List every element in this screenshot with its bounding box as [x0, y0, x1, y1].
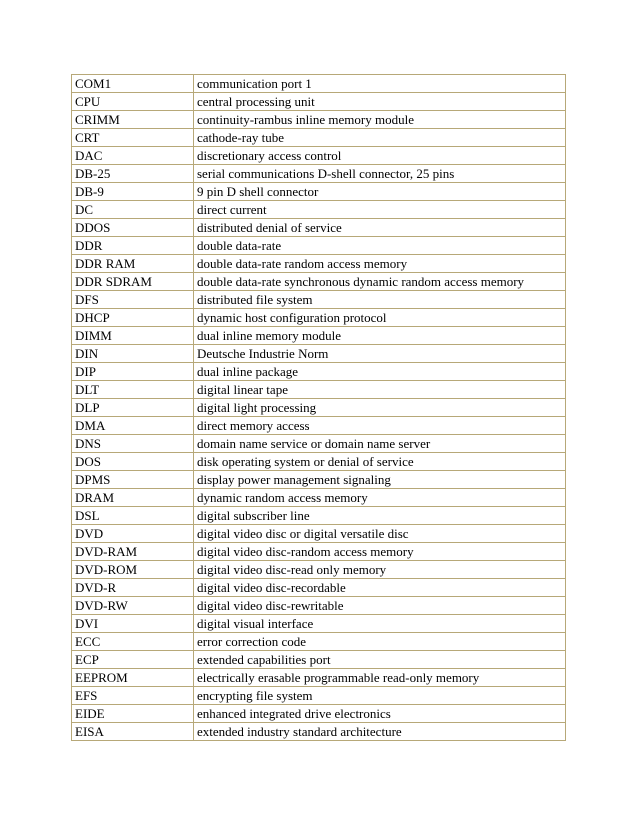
table-row	[72, 381, 566, 399]
table-row	[72, 633, 566, 651]
acronym-cell: CPU	[72, 93, 194, 111]
table-row	[72, 219, 566, 237]
definition-cell: 9 pin D shell connector	[194, 183, 566, 201]
table-row	[72, 363, 566, 381]
definition-cell: cathode-ray tube	[194, 129, 566, 147]
table-row	[72, 507, 566, 525]
table-row	[72, 453, 566, 471]
acronym-cell: DC	[72, 201, 194, 219]
acronym-cell: DLP	[72, 399, 194, 417]
definition-cell: domain name service or domain name server	[194, 435, 566, 453]
table-row	[72, 201, 566, 219]
acronym-cell: DVD-RW	[72, 597, 194, 615]
acronym-cell: COM1	[72, 75, 194, 93]
acronym-cell: DOS	[72, 453, 194, 471]
table-row	[72, 183, 566, 201]
definition-cell: Deutsche Industrie Norm	[194, 345, 566, 363]
table-row	[72, 471, 566, 489]
acronym-cell: DDR	[72, 237, 194, 255]
acronym-cell: DFS	[72, 291, 194, 309]
definition-cell: central processing unit	[194, 93, 566, 111]
acronym-cell: DVD	[72, 525, 194, 543]
definition-cell: dynamic random access memory	[194, 489, 566, 507]
acronym-cell: DSL	[72, 507, 194, 525]
acronym-cell: DVD-RAM	[72, 543, 194, 561]
table-row	[72, 255, 566, 273]
acronym-glossary-table	[71, 74, 566, 741]
table-row	[72, 435, 566, 453]
table-row	[72, 93, 566, 111]
table-row	[72, 327, 566, 345]
definition-cell: digital subscriber line	[194, 507, 566, 525]
table-row	[72, 417, 566, 435]
definition-cell: digital video disc or digital versatile disc	[194, 525, 566, 543]
table-row	[72, 345, 566, 363]
acronym-cell: DDR RAM	[72, 255, 194, 273]
acronym-cell: DB-9	[72, 183, 194, 201]
table-row	[72, 237, 566, 255]
definition-cell: dual inline package	[194, 363, 566, 381]
table-row	[72, 525, 566, 543]
table-row	[72, 579, 566, 597]
table-row	[72, 597, 566, 615]
definition-cell: digital video disc-read only memory	[194, 561, 566, 579]
acronym-cell: ECP	[72, 651, 194, 669]
definition-cell: double data-rate	[194, 237, 566, 255]
acronym-cell: CRIMM	[72, 111, 194, 129]
acronym-cell: DHCP	[72, 309, 194, 327]
definition-cell: continuity-rambus inline memory module	[194, 111, 566, 129]
definition-cell: serial communications D-shell connector, 25 pins	[194, 165, 566, 183]
table-row	[72, 291, 566, 309]
acronym-cell: DMA	[72, 417, 194, 435]
definition-cell: distributed denial of service	[194, 219, 566, 237]
table-row	[72, 273, 566, 291]
table-row	[72, 651, 566, 669]
definition-cell: digital visual interface	[194, 615, 566, 633]
definition-cell: digital video disc-rewritable	[194, 597, 566, 615]
definition-cell: dual inline memory module	[194, 327, 566, 345]
table-row	[72, 147, 566, 165]
acronym-cell: EISA	[72, 723, 194, 741]
definition-cell: dynamic host configuration protocol	[194, 309, 566, 327]
definition-cell: digital video disc-random access memory	[194, 543, 566, 561]
definition-cell: digital video disc-recordable	[194, 579, 566, 597]
acronym-cell: DAC	[72, 147, 194, 165]
table-row	[72, 543, 566, 561]
definition-cell: double data-rate synchronous dynamic random access memory	[194, 273, 566, 291]
table-row	[72, 129, 566, 147]
table-row	[72, 489, 566, 507]
definition-cell: error correction code	[194, 633, 566, 651]
definition-cell: digital linear tape	[194, 381, 566, 399]
definition-cell: enhanced integrated drive electronics	[194, 705, 566, 723]
definition-cell: digital light processing	[194, 399, 566, 417]
definition-cell: distributed file system	[194, 291, 566, 309]
glossary-table-body	[72, 75, 566, 741]
acronym-cell: DLT	[72, 381, 194, 399]
table-row	[72, 723, 566, 741]
table-row	[72, 165, 566, 183]
definition-cell: display power management signaling	[194, 471, 566, 489]
definition-cell: extended capabilities port	[194, 651, 566, 669]
acronym-cell: ECC	[72, 633, 194, 651]
acronym-cell: EEPROM	[72, 669, 194, 687]
acronym-cell: DPMS	[72, 471, 194, 489]
acronym-cell: DB-25	[72, 165, 194, 183]
acronym-cell: EIDE	[72, 705, 194, 723]
table-row	[72, 309, 566, 327]
table-row	[72, 615, 566, 633]
definition-cell: direct current	[194, 201, 566, 219]
definition-cell: communication port 1	[194, 75, 566, 93]
acronym-cell: DIP	[72, 363, 194, 381]
acronym-cell: EFS	[72, 687, 194, 705]
definition-cell: extended industry standard architecture	[194, 723, 566, 741]
definition-cell: direct memory access	[194, 417, 566, 435]
table-row	[72, 75, 566, 93]
acronym-cell: CRT	[72, 129, 194, 147]
acronym-cell: DDR SDRAM	[72, 273, 194, 291]
acronym-cell: DDOS	[72, 219, 194, 237]
table-row	[72, 669, 566, 687]
definition-cell: double data-rate random access memory	[194, 255, 566, 273]
table-row	[72, 111, 566, 129]
definition-cell: encrypting file system	[194, 687, 566, 705]
acronym-cell: DNS	[72, 435, 194, 453]
table-row	[72, 561, 566, 579]
table-row	[72, 687, 566, 705]
acronym-cell: DIN	[72, 345, 194, 363]
acronym-cell: DVI	[72, 615, 194, 633]
acronym-cell: DVD-R	[72, 579, 194, 597]
acronym-cell: DIMM	[72, 327, 194, 345]
definition-cell: disk operating system or denial of service	[194, 453, 566, 471]
acronym-cell: DRAM	[72, 489, 194, 507]
table-row	[72, 399, 566, 417]
table-row	[72, 705, 566, 723]
definition-cell: discretionary access control	[194, 147, 566, 165]
definition-cell: electrically erasable programmable read-only memory	[194, 669, 566, 687]
acronym-cell: DVD-ROM	[72, 561, 194, 579]
